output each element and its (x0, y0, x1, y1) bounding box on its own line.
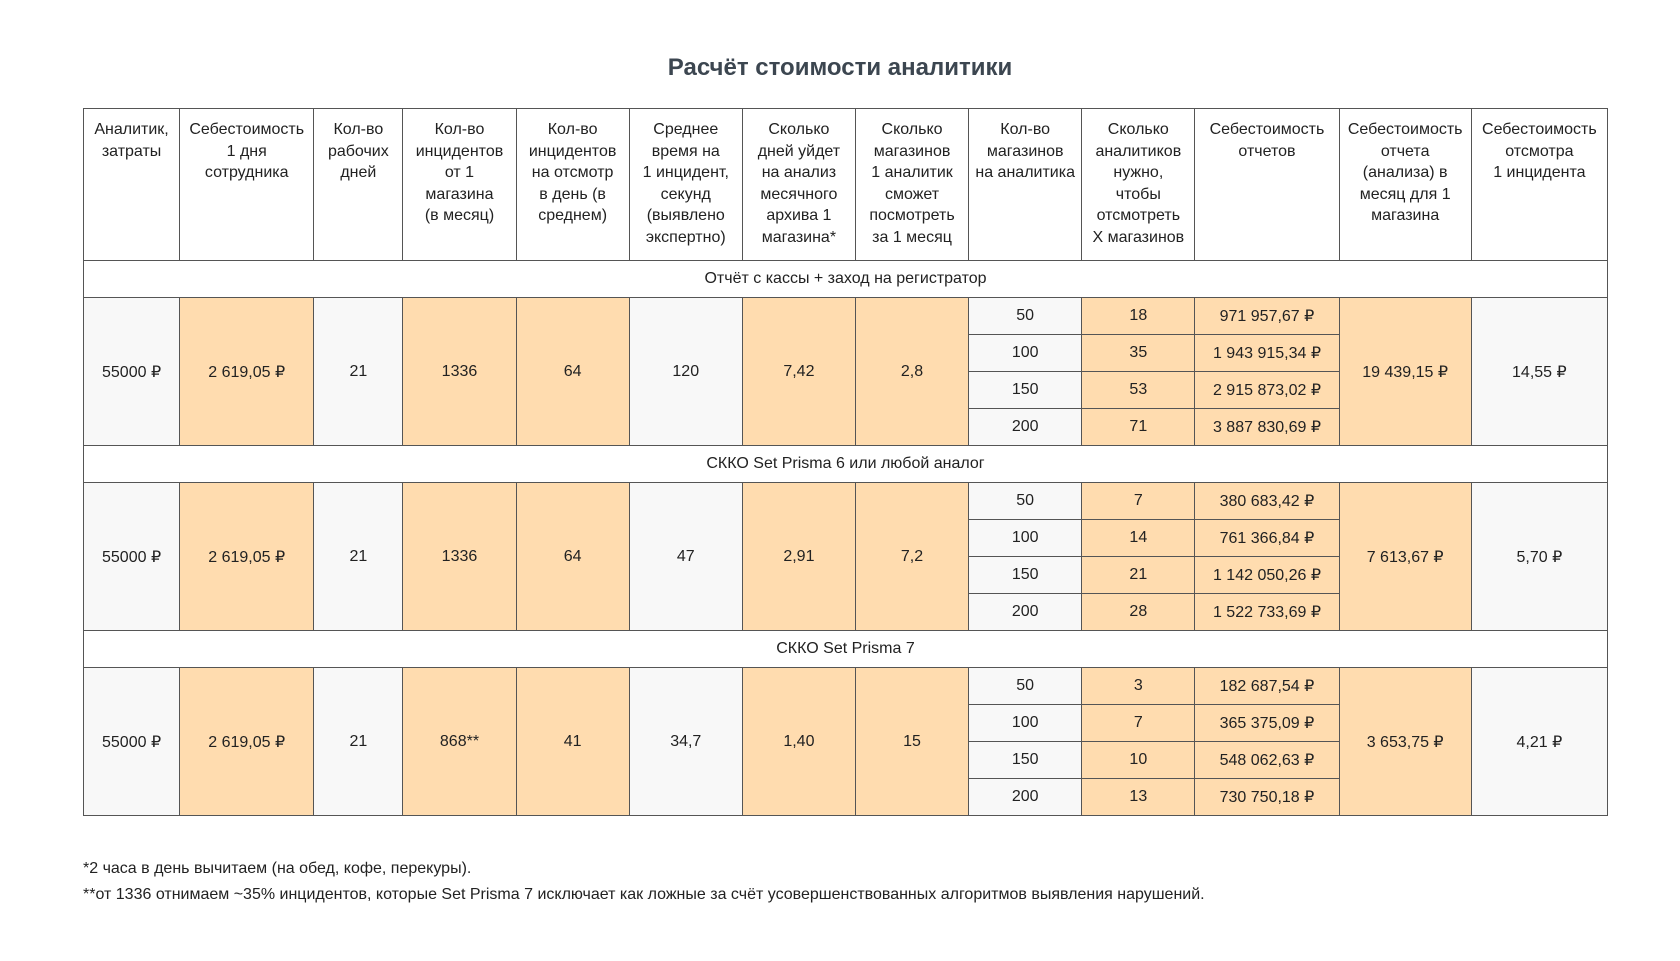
cell-stores: 200 (969, 779, 1082, 816)
footnotes (83, 856, 1205, 908)
footnote: **от 1336 отнимаем ~35% инцидентов, которые Set Prisma 7 исключает как ложные за счёт усовершенствованных алгоритмов выявления нарушений. (83, 886, 1205, 903)
header-analyst: Аналитик, затраты (84, 109, 180, 261)
table-row (84, 668, 1608, 705)
cell-reports-cost: 3 887 830,69 ₽ (1195, 409, 1339, 446)
cell-analysts-needed: 21 (1082, 557, 1195, 594)
cell-report-cost-per-store: 7 613,67 ₽ (1339, 483, 1471, 631)
cell-reports-cost: 971 957,67 ₽ (1195, 298, 1339, 335)
cell-day-cost: 2 619,05 ₽ (180, 668, 314, 816)
cell-analysts-needed: 10 (1082, 742, 1195, 779)
cell-stores: 200 (969, 409, 1082, 446)
header-analysts-needed: Сколько аналитиков нужно, чтобы отсмотреть X магазинов (1082, 109, 1195, 261)
cell-stores: 100 (969, 705, 1082, 742)
cell-stores: 200 (969, 594, 1082, 631)
header-stores-per-analyst: Сколько магазинов 1 аналитик сможет посмотреть за 1 месяц (855, 109, 968, 261)
cell-incident-cost: 14,55 ₽ (1471, 298, 1607, 446)
header-incidents-day: Кол-во инцидентов на отсмотр в день (в среднем) (516, 109, 629, 261)
cell-analysts-needed: 35 (1082, 335, 1195, 372)
cell-stores: 100 (969, 335, 1082, 372)
cell-avg-time: 34,7 (629, 668, 742, 816)
cell-reports-cost: 1 522 733,69 ₽ (1195, 594, 1339, 631)
section-header-row (84, 631, 1608, 668)
cell-days-archive: 7,42 (742, 298, 855, 446)
table-row (84, 298, 1608, 335)
cell-days-archive: 1,40 (742, 668, 855, 816)
cell-day-cost: 2 619,05 ₽ (180, 483, 314, 631)
cell-analysts-needed: 7 (1082, 705, 1195, 742)
cell-work-days: 21 (314, 483, 403, 631)
cell-report-cost-per-store: 3 653,75 ₽ (1339, 668, 1471, 816)
cell-reports-cost: 761 366,84 ₽ (1195, 520, 1339, 557)
header-avg-time: Среднее время на 1 инцидент, секунд (выявлено экспертно) (629, 109, 742, 261)
cell-report-cost-per-store: 19 439,15 ₽ (1339, 298, 1471, 446)
cell-stores: 150 (969, 742, 1082, 779)
cell-reports-cost: 548 062,63 ₽ (1195, 742, 1339, 779)
section-title: СККО Set Prisma 6 или любой аналог (84, 446, 1608, 483)
cell-stores: 50 (969, 298, 1082, 335)
header-report-cost-per-store: Себестоимость отчета (анализа) в месяц для 1 магазина (1339, 109, 1471, 261)
cell-reports-cost: 365 375,09 ₽ (1195, 705, 1339, 742)
cell-work-days: 21 (314, 298, 403, 446)
cell-stores-per-analyst: 7,2 (855, 483, 968, 631)
cell-reports-cost: 730 750,18 ₽ (1195, 779, 1339, 816)
footnote: *2 часа в день вычитаем (на обед, кофе, перекуры). (83, 860, 472, 877)
cell-analysts-needed: 14 (1082, 520, 1195, 557)
table-body (84, 261, 1608, 816)
cell-reports-cost: 182 687,54 ₽ (1195, 668, 1339, 705)
cell-stores-per-analyst: 2,8 (855, 298, 968, 446)
section-header-row (84, 261, 1608, 298)
cell-incidents-month: 1336 (403, 298, 516, 446)
header-incident-cost: Себестоимость отсмотра 1 инцидента (1471, 109, 1607, 261)
cell-reports-cost: 1 142 050,26 ₽ (1195, 557, 1339, 594)
cell-incidents-day: 64 (516, 483, 629, 631)
cell-analysts-needed: 13 (1082, 779, 1195, 816)
cell-analysts-needed: 18 (1082, 298, 1195, 335)
cell-analysts-needed: 3 (1082, 668, 1195, 705)
header-stores: Кол-во магазинов на аналитика (969, 109, 1082, 261)
section-header-row (84, 446, 1608, 483)
cell-reports-cost: 380 683,42 ₽ (1195, 483, 1339, 520)
header-row (84, 109, 1608, 261)
header-work-days: Кол-во рабочих дней (314, 109, 403, 261)
cell-incidents-month: 1336 (403, 483, 516, 631)
cell-work-days: 21 (314, 668, 403, 816)
cell-reports-cost: 1 943 915,34 ₽ (1195, 335, 1339, 372)
cell-stores: 50 (969, 668, 1082, 705)
cell-stores: 150 (969, 372, 1082, 409)
cell-stores: 150 (969, 557, 1082, 594)
cell-stores-per-analyst: 15 (855, 668, 968, 816)
header-days-archive: Сколько дней уйдет на анализ месячного архива 1 магазина* (742, 109, 855, 261)
cell-incident-cost: 4,21 ₽ (1471, 668, 1607, 816)
header-day-cost: Себестоимость 1 дня сотрудника (180, 109, 314, 261)
section-title: Отчёт с кассы + заход на регистратор (84, 261, 1608, 298)
cell-incidents-day: 64 (516, 298, 629, 446)
section-title: СККО Set Prisma 7 (84, 631, 1608, 668)
cell-reports-cost: 2 915 873,02 ₽ (1195, 372, 1339, 409)
table-row (84, 483, 1608, 520)
cell-avg-time: 120 (629, 298, 742, 446)
cell-analyst-cost: 55000 ₽ (84, 483, 180, 631)
page-title: Расчёт стоимости аналитики (667, 54, 1013, 81)
header-incidents-month: Кол-во инцидентов от 1 магазина (в месяц) (403, 109, 516, 261)
cell-analyst-cost: 55000 ₽ (84, 298, 180, 446)
header-reports-cost: Себестоимость отчетов (1195, 109, 1339, 261)
cell-stores: 100 (969, 520, 1082, 557)
cell-stores: 50 (969, 483, 1082, 520)
cell-analysts-needed: 28 (1082, 594, 1195, 631)
cell-incidents-day: 41 (516, 668, 629, 816)
cost-table (83, 108, 1608, 816)
cell-analyst-cost: 55000 ₽ (84, 668, 180, 816)
cell-analysts-needed: 7 (1082, 483, 1195, 520)
cell-analysts-needed: 71 (1082, 409, 1195, 446)
cell-analysts-needed: 53 (1082, 372, 1195, 409)
cell-incident-cost: 5,70 ₽ (1471, 483, 1607, 631)
cell-day-cost: 2 619,05 ₽ (180, 298, 314, 446)
cell-incidents-month: 868** (403, 668, 516, 816)
cell-days-archive: 2,91 (742, 483, 855, 631)
cell-avg-time: 47 (629, 483, 742, 631)
